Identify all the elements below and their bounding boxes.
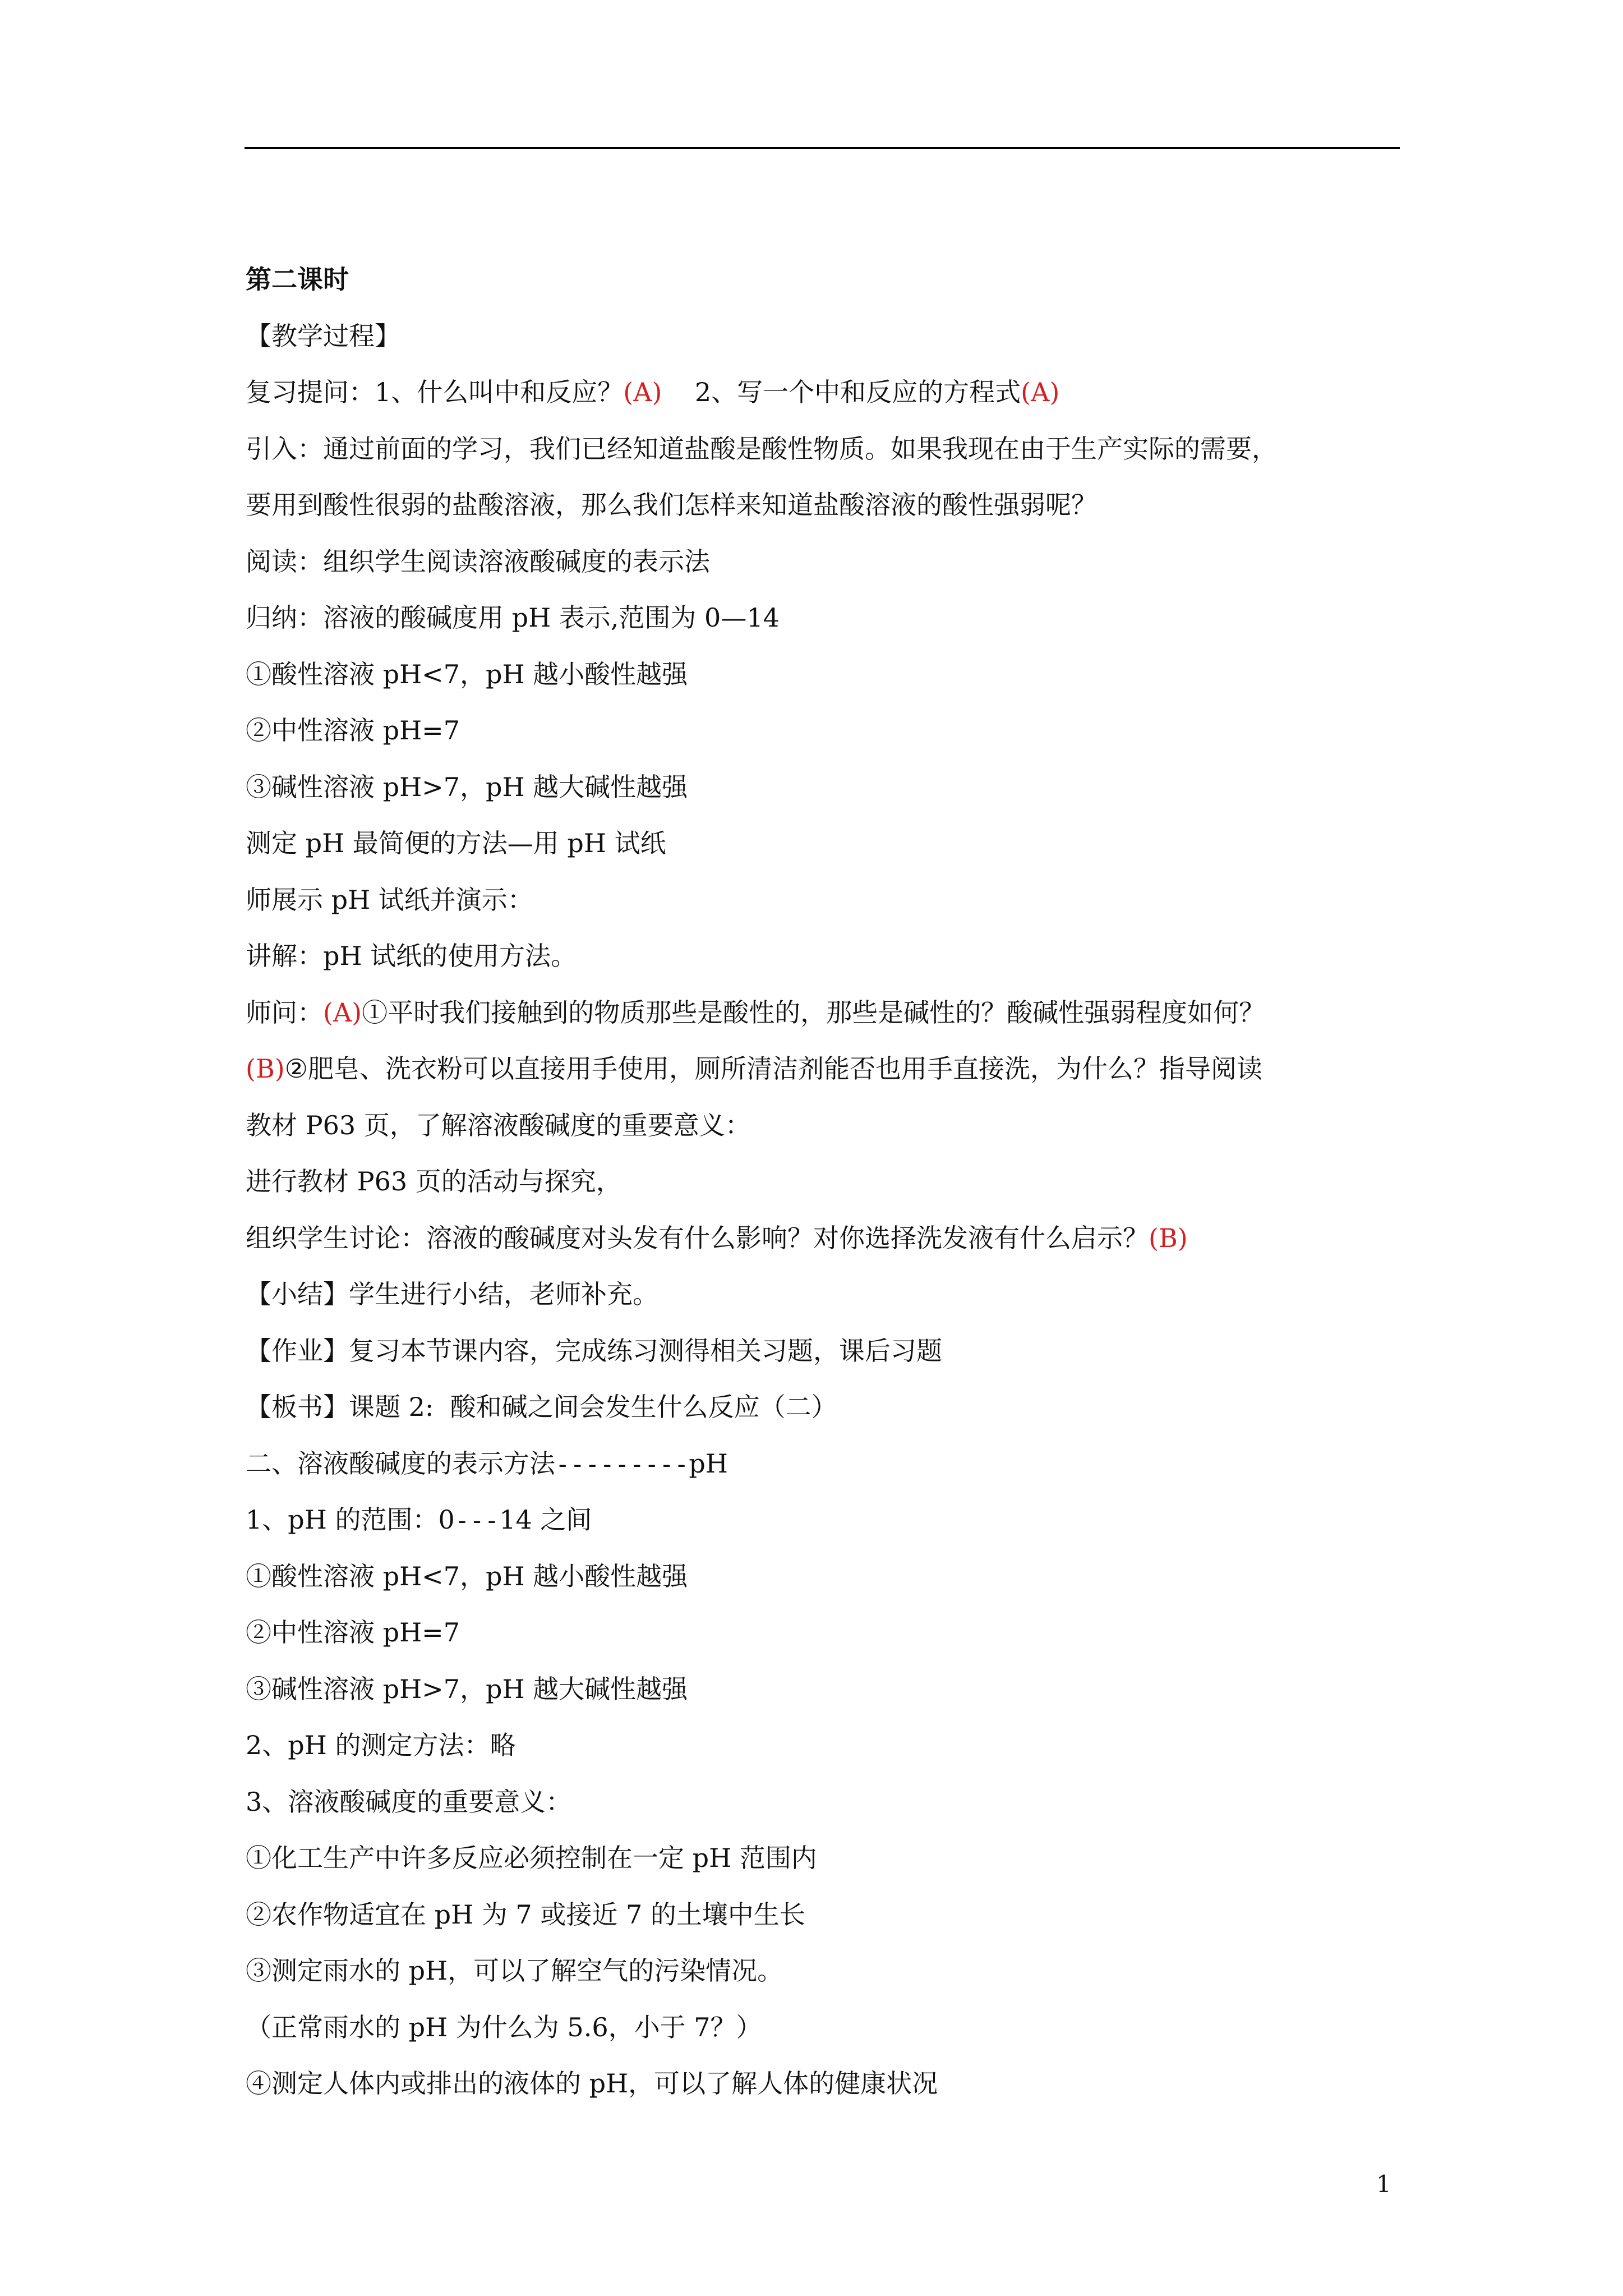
level-marker: (B) [246,1053,285,1084]
text-line [246,2055,1412,2112]
text-segment: ③碱性溶液 pH>7，pH 越大碱性越强 [246,771,688,802]
text-segment: 1、pH 的范围：0 [246,1504,455,1535]
text-segment: --- [454,1506,500,1535]
text-line [246,702,1412,759]
text-segment: ④测定人体内或排出的液体的 pH，可以了解人体的健康状况 [246,2068,938,2099]
text-segment: 讲解：pH 试纸的使用方法。 [246,941,577,971]
text-segment: 测定 pH 最简便的方法—用 pH 试纸 [246,828,666,858]
text-line [246,364,1412,421]
text-line [246,1266,1412,1323]
text-segment: ②中性溶液 pH=7 [246,1617,460,1648]
text-line [246,815,1412,872]
text-segment: 2、写一个中和反应的方程式 [662,377,1021,407]
text-line [246,928,1412,984]
level-marker: (A) [1021,377,1060,407]
text-line [246,1943,1412,1999]
text-line [246,1604,1412,1661]
text-line [246,1041,1412,1097]
text-line [246,1717,1412,1774]
section-title: 第二课时 [246,264,349,295]
text-segment: 师问： [246,997,323,1028]
text-segment: 复习提问：1、什么叫中和反应？ [246,377,624,407]
text-segment: 2、pH 的测定方法：略 [246,1730,516,1760]
text-line [246,872,1412,928]
text-lines [246,308,1412,2112]
text-segment: 【板书】课题 2: 酸和碱之间会发生什么反应（二） [246,1392,837,1422]
text-line [246,1435,1412,1492]
text-segment: 【小结】学生进行小结，老师补充。 [246,1279,658,1309]
page-number: 1 [1376,2170,1391,2198]
text-line [246,1774,1412,1830]
text-line [246,646,1412,703]
text-line [246,1548,1412,1605]
text-segment: ①平时我们接触到的物质那些是酸性的，那些是碱性的？酸碱性强弱程度如何？ [362,997,1265,1028]
text-line [246,1887,1412,1943]
text-segment: 组织学生讨论：溶液的酸碱度对头发有什么影响？对你选择洗发液有什么启示？ [246,1222,1149,1253]
text-line [246,590,1412,646]
text-segment: ①酸性溶液 pH<7，pH 越小酸性越强 [246,1561,688,1591]
text-line [246,759,1412,816]
text-line [246,1210,1412,1267]
text-segment: 【教学过程】 [246,320,400,351]
text-segment: ①化工生产中许多反应必须控制在一定 pH 范围内 [246,1843,817,1873]
text-line [246,1379,1412,1435]
text-line [246,1492,1412,1548]
text-segment: 要用到酸性很弱的盐酸溶液，那么我们怎样来知道盐酸溶液的酸性强弱呢？ [246,490,1097,520]
text-segment: ②肥皂、洗衣粉可以直接用手使用，厕所清洁剂能否也用手直接洗，为什么？指导阅读 [284,1053,1262,1084]
text-segment: pH [689,1448,728,1479]
text-segment: 进行教材 P63 页的活动与探究， [246,1166,622,1197]
text-line [246,984,1412,1041]
text-line [246,533,1412,590]
text-segment: 归纳：溶液的酸碱度用 pH 表示,范围为 0—14 [246,602,780,633]
text-segment: 教材 P63 页，了解溶液酸碱度的重要意义： [246,1110,751,1140]
level-marker: (B) [1149,1222,1188,1253]
level-marker: (A) [323,997,362,1028]
text-line [246,1661,1412,1718]
text-segment: ②农作物适宜在 pH 为 7 或接近 7 的土壤中生长 [246,1899,805,1930]
text-line [246,1830,1412,1887]
text-segment: 阅读：组织学生阅读溶液酸碱度的表示法 [246,546,710,577]
text-segment: 师展示 pH 试纸并演示： [246,884,533,915]
text-line [246,1153,1412,1210]
header-rule [245,147,1400,149]
text-line [246,1323,1412,1379]
text-line [246,1999,1412,2056]
text-segment: ③测定雨水的 pH，可以了解空气的污染情况。 [246,1955,783,1986]
text-segment: ③碱性溶液 pH>7，pH 越大碱性越强 [246,1673,688,1704]
text-line [246,1097,1412,1154]
text-segment: 引入：通过前面的学习，我们已经知道盐酸是酸性物质。如果我现在由于生产实际的需要， [246,433,1278,464]
text-segment: 【作业】复习本节课内容，完成练习测得相关习题，课后习题 [246,1335,942,1366]
text-segment: （正常雨水的 pH 为什么为 5.6，小于 7？） [246,2012,762,2042]
text-segment: --------- [555,1450,689,1479]
text-line [246,308,1412,365]
text-segment: 二、溶液酸碱度的表示方法 [246,1448,555,1479]
text-segment: ①酸性溶液 pH<7，pH 越小酸性越强 [246,659,688,689]
text-segment: 14 之间 [499,1504,592,1535]
document-body [246,251,1412,2112]
text-segment: 3、溶液酸碱度的重要意义： [246,1786,572,1817]
text-line [246,421,1412,477]
text-segment: ②中性溶液 pH=7 [246,715,460,746]
text-line [246,477,1412,533]
level-marker: (A) [623,377,662,407]
